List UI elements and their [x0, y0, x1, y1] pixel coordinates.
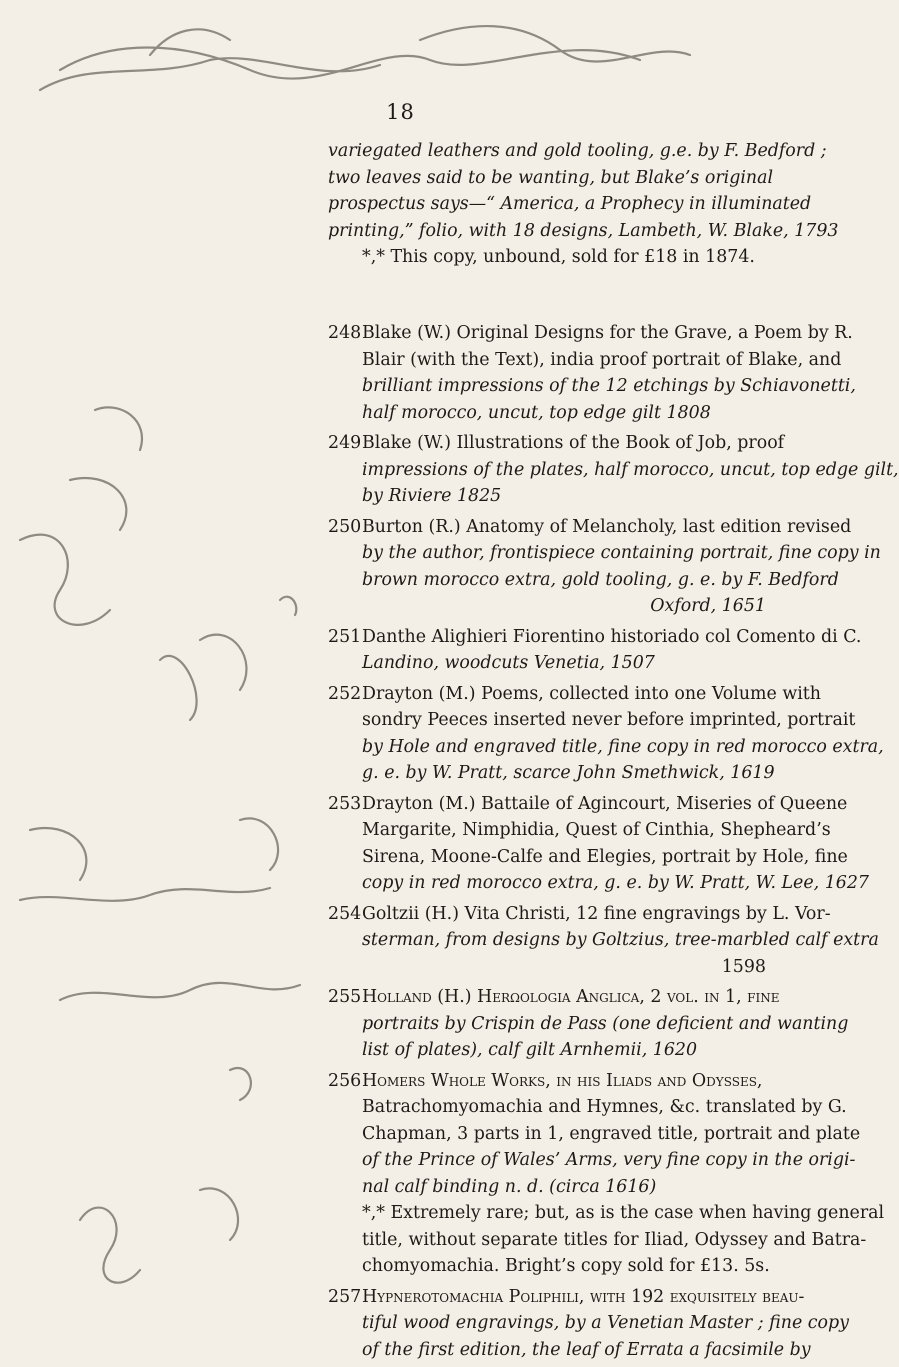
entry-line: brilliant impressions of the 12 etchings by Schiavonetti,	[362, 376, 856, 396]
entry-note: *,* Extremely rare; but, as is the case when having general	[362, 1203, 885, 1223]
catalogue-entry-255	[328, 984, 849, 1064]
entry-line: 1598	[721, 956, 766, 977]
entry-line: impressions of the plates, half morocco, uncut, top edge gilt,	[362, 459, 899, 480]
entry-line: nal calf binding n. d. (circa 1616)	[362, 1176, 657, 1197]
lot-number: 249	[328, 433, 362, 453]
entry-line: Drayton (M.) Battaile of Agincourt, Miseries of Queene	[362, 793, 848, 814]
lot-number: 251	[328, 626, 362, 647]
intro-line: variegated leathers and gold tooling, g.e. by F. Bedford ;	[328, 141, 827, 161]
catalogue-entry-253	[328, 791, 869, 897]
entry-line: g. e. by W. Pratt, scarce John Smethwick, 1619	[362, 763, 775, 783]
catalogue-entry-256	[328, 1068, 885, 1280]
entry-line: Blake (W.) Original Designs for the Grave, a Poem by R.	[362, 323, 853, 343]
intro-line: printing,” folio, with 18 designs, Lambeth, W. Blake, 1793	[328, 220, 839, 241]
lot-number: 256	[328, 1070, 362, 1091]
entry-line: Goltzii (H.) Vita Christi, 12 fine engravings by L. Vor-	[362, 903, 831, 924]
intro-line: prospectus says—“ America, a Prophecy in illuminated	[328, 194, 812, 214]
entry-line: Oxford, 1651	[650, 596, 766, 616]
entry-line: Homers Whole Works, in his Iliads and Odysses,	[362, 1070, 763, 1091]
entry-line: portraits by Crispin de Pass (one deficient and wanting	[362, 1013, 849, 1034]
lot-number: 252	[328, 683, 362, 704]
catalogue-entry-254	[328, 901, 879, 981]
entry-line: Sirena, Moone-Calfe and Elegies, portrait by Hole, fine	[362, 846, 848, 867]
entry-line: by Hole and engraved title, fine copy in red morocco extra,	[362, 736, 884, 757]
entry-line: Margarite, Nimphidia, Quest of Cinthia, Shepheard’s	[362, 820, 831, 840]
catalogue-entry-249	[328, 430, 899, 510]
entry-line: Chapman, 3 parts in 1, engraved title, portrait and plate	[362, 1123, 861, 1144]
intro-continuation	[328, 138, 839, 271]
catalogue-entry-252	[328, 681, 884, 787]
entry-line: of the first edition, the leaf of Errata a facsimile by	[362, 1339, 811, 1360]
entry-line: list of plates), calf gilt Arnhemii, 1620	[362, 1040, 698, 1060]
entry-line: Blake (W.) Illustrations of the Book of Job, proof	[362, 433, 785, 453]
catalogue-entry-250	[328, 514, 881, 620]
entry-line: sterman, from designs by Goltzius, tree-marbled calf extra	[362, 930, 879, 950]
entry-note: title, without separate titles for Iliad, Odyssey and Batra-	[362, 1229, 867, 1250]
intro-note: *,* This copy, unbound, sold for £18 in 1874.	[362, 247, 755, 267]
entry-line: Blair (with the Text), india proof portrait of Blake, and	[362, 349, 842, 370]
entry-line: half morocco, uncut, top edge gilt 1808	[362, 402, 711, 423]
entry-line: copy in red morocco extra, g. e. by W. Pratt, W. Lee, 1627	[362, 873, 869, 893]
lot-number: 254	[328, 903, 362, 924]
entry-line: of the Prince of Wales’ Arms, very fine copy in the origi-	[362, 1150, 856, 1170]
lot-number: 250	[328, 516, 362, 537]
entry-note: chomyomachia. Bright’s copy sold for £13. 5s.	[362, 1256, 770, 1276]
entry-line: Hypnerotomachia Poliphili, with 192 exquisitely beau-	[362, 1286, 805, 1307]
entry-line: brown morocco extra, gold tooling, g. e. by F. Bedford	[362, 569, 839, 590]
lot-number: 255	[328, 987, 362, 1007]
entry-line: Drayton (M.) Poems, collected into one Volume with	[362, 683, 821, 704]
lot-number: 248	[328, 323, 362, 343]
entry-line: by the author, frontispiece containing portrait, fine copy in	[362, 543, 881, 563]
page-number: 18	[386, 100, 415, 124]
intro-line: two leaves said to be wanting, but Blake’s original	[328, 167, 774, 188]
entry-line: Burton (R.) Anatomy of Melancholy, last edition revised	[362, 516, 852, 537]
catalogue-entry-248	[328, 320, 856, 426]
catalogue-entries	[328, 320, 899, 1367]
entry-line: Holland (H.) Herωologia Anglica, 2 vol. in 1, fine	[362, 987, 780, 1007]
entry-line: by Riviere 1825	[362, 486, 502, 506]
entry-line: Landino, woodcuts Venetia, 1507	[362, 653, 655, 673]
catalogue-entry-257	[328, 1284, 849, 1364]
entry-line: Danthe Alighieri Fiorentino historiado col Comento di C.	[362, 626, 862, 647]
lot-number: 257	[328, 1286, 362, 1307]
entry-line: Batrachomyomachia and Hymnes, &c. translated by G.	[362, 1097, 847, 1117]
entry-line: sondry Peeces inserted never before imprinted, portrait	[362, 710, 856, 730]
catalogue-entry-251	[328, 624, 862, 677]
entry-line: tiful wood engravings, by a Venetian Master ; fine copy	[362, 1313, 849, 1333]
lot-number: 253	[328, 793, 362, 814]
